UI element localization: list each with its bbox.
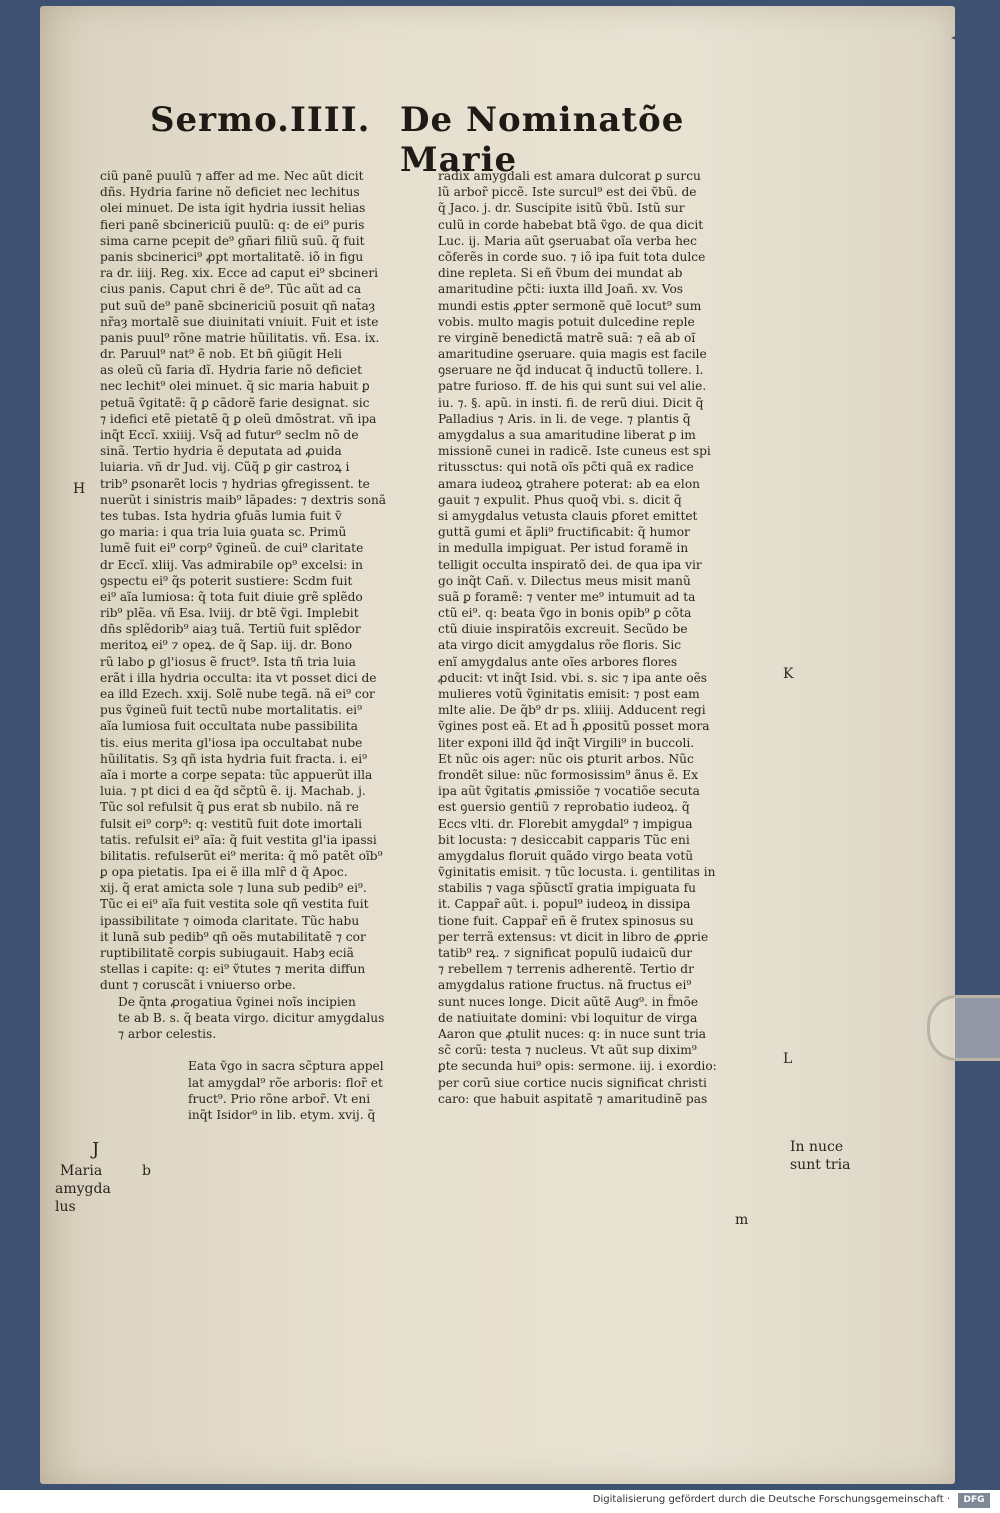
text-line: pus ṽgineũ fuit tectũ nube mortalitatis. ei⁹ (100, 703, 362, 718)
text-line: telligit occulta inspiratõ dei. de qua ipa vir (438, 557, 702, 572)
text-line: liter exponi illd q̃d inq̃t Virgili⁹ in buccoli. (438, 735, 695, 750)
text-line: cius panis. Caput chri ẽ de⁹. Tũc aũt ad ca (100, 282, 362, 297)
margin-letter-h: H (73, 481, 86, 497)
text-line: luia. ⁊ pt dici d ea q̃d sc̃ptũ ẽ. ij. Machab. j. (100, 784, 366, 799)
text-line (100, 1042, 432, 1058)
text-line: Luc. ij. Maria aũt ꝯseruabat oĩa verba hec (438, 233, 697, 248)
text-line: inq̃t Eccĩ. xxiiij. Vsq̃ ad futur⁹ seclm nõ de (100, 428, 359, 442)
text-line: amygdalus a sua amaritudine liberat ꝑ im (438, 428, 696, 442)
text-line: go maria: i qua tria luia ꝯuata sc. Primũ (100, 525, 347, 540)
text-line: culũ in corde habebat btã ṽgo. de qua dicit (438, 217, 704, 232)
text-line: tatib⁹ reꝝ. ⁊ significat populũ iudaicũ dur (438, 946, 693, 960)
text-line: go inq̃t Cañ. v. Dilectus meus misit manũ (438, 573, 691, 588)
left-column (100, 168, 432, 1123)
text-line: per corũ siue cortice nucis significat christi (438, 1075, 707, 1090)
footer-bar (0, 1490, 1000, 1513)
text-line: rũ labo ꝑ gl'iosus ẽ fruct⁹. Ista tñ tria luia (100, 654, 356, 669)
text-line: petuã ṽgitatẽ: q̃ ꝑ cãdorẽ farie designat. sic (100, 395, 370, 410)
text-line: te ab B. s. q̃ beata virgo. dicitur amygdalus (118, 1010, 385, 1025)
text-line: nuerũt i sinistris maib⁹ lãpades: ⁊ dextris sonã (100, 492, 387, 507)
text-line: sinã. Tertio hydria ẽ deputata ad ꝓuida (100, 444, 342, 459)
text-line: ei⁹ aĩa lumiosa: q̃ tota fuit diuie grẽ splẽdo (100, 589, 363, 604)
text-line: hũilitatis. Sȝ qñ ista hydria fuit fracta. i. ei⁹ (100, 751, 368, 766)
text-line: it lunã sub pedib⁹ qñ oẽs mutabilitatẽ ⁊ cor (100, 929, 366, 944)
text-line: stellas i capite: q: ei⁹ ṽtutes ⁊ merita diffun (100, 962, 366, 977)
text-line: nr̃aȝ mortalẽ sue diuinitati vniuit. Fuit et iste (100, 314, 379, 329)
text-line: ipa aũt ṽgitatis ꝓmissiõe ⁊ vocatiõe secuta (438, 784, 700, 799)
text-line: mlte alie. De q̃b⁹ dr ps. xliiij. Adducent regi (438, 703, 706, 718)
text-line: stabilis ⁊ vaga sp̃ũsctĩ gratia impiguata fu (438, 881, 697, 896)
page-clip (927, 995, 1000, 1061)
text-line: ⁊ rebellem ⁊ terrenis adherentẽ. Tertio dr (438, 962, 694, 977)
text-line: guttã gumi et ãpli⁹ fructificabit: q̃ humor (438, 525, 690, 540)
text-line: bilitatis. refulserũt ei⁹ merita: q̃ mõ patẽt oĩb⁹ (100, 848, 383, 863)
text-line: ra dr. iiij. Reg. xix. Ecce ad caput ei⁹ sbcineri (100, 266, 379, 281)
text-line: fulsit ei⁹ corp⁹: q: vestitũ fuit dote imortali (100, 816, 362, 831)
text-line: De q̃nta ꝓrogatiua ṽginei noĩs incipien (118, 994, 356, 1009)
text-line: mulieres votũ ṽginitatis emisit: ⁊ post eam (438, 687, 700, 701)
text-line: Eccs vlti. dr. Florebit amygdal⁹ ⁊ impigua (438, 816, 693, 831)
text-line: xij. q̃ erat amicta sole ⁊ luna sub pedib⁹ ei⁹. (100, 881, 367, 896)
text-line: as oleũ cũ faria dĩ. Hydria farie nõ deficiet (100, 363, 363, 378)
text-line: erãt i illa hydria occulta: ita vt posset dici de (100, 670, 377, 685)
text-line: inq̃t Isidor⁹ in lib. etym. xvij. q̃ (188, 1107, 376, 1122)
text-line: si amygdalus vetusta clauis ꝑforet emittet (438, 508, 698, 523)
text-line: frondẽt silue: nũc formosissim⁹ ãnus ẽ. Ex (438, 767, 699, 782)
margin-note-maria: Maria (60, 1163, 103, 1179)
text-line: sima carne pcepit de⁹ gñari filiũ suũ. q̃ fuit (100, 233, 365, 248)
margin-letter-l: L (783, 1051, 793, 1067)
text-line: panis sbcinerici⁹ ꝓpt mortalitatẽ. iõ in figu (100, 249, 364, 264)
text-line: tes tubas. Ista hydria ꝯfuãs lumia fuit ṽ (100, 508, 342, 523)
text-line: amara iudeoꝝ ꝯtrahere poterat: ab ea elon (438, 476, 701, 491)
text-line: ata virgo dicit amygdalus rõe floris. Sic (438, 638, 682, 653)
margin-note-lus: lus (55, 1199, 76, 1215)
text-line: vobis. multo magis potuit dulcedine reple (438, 314, 695, 329)
header-title: De Nominatõe Marie (400, 100, 685, 180)
text-line: amaritudine ꝯseruare. quia magis est facile (438, 347, 707, 362)
text-line: nec lechit⁹ olei minuet. q̃ sic maria habuit ꝑ (100, 379, 370, 394)
text-line: amygdalus ratione fructus. nã fructus ei⁹ (438, 978, 692, 993)
text-line: tatis. refulsit ei⁹ aĩa: q̃ fuit vestita gl'ia ipassi (100, 832, 377, 847)
text-line: lumẽ fuit ei⁹ corp⁹ ṽgineũ. de cui⁹ claritate (100, 541, 364, 556)
text-line: dr. Paruul⁹ nat⁹ ẽ nob. Et bñ ꝯiũgit Heli (100, 347, 342, 362)
footer-credit: Digitalisierung gefördert durch die Deutsche Forschungsgemeinschaft · (592, 1494, 950, 1505)
header-sermon: Sermo.IIII. (150, 100, 371, 140)
text-line: iu. ⁊. §. apũ. in insti. fi. de rerũ diui. Dicit q̃ (438, 395, 704, 410)
text-line: sunt nuces longe. Dicit aũtẽ Aug⁹. in f̃mõe (438, 994, 699, 1009)
text-line: ꝓducit: vt inq̃t Isid. vbi. s. sic ⁊ ipa ante oẽs (438, 670, 708, 685)
text-line: meritoꝝ ei⁹ ⁊ opeꝝ. de q̃ Sap. iij. dr. Bono (100, 638, 353, 653)
text-line: bit locusta: ⁊ desiccabit capparis Tũc eni (438, 832, 690, 847)
catchword: m (735, 1212, 749, 1228)
text-line: Tũc sol refulsit q̃ ꝑus erat sb nubilo. nã re (100, 800, 359, 815)
margin-note-in-nuce: In nuce (790, 1139, 844, 1155)
text-line: fieri panẽ sbcinericiũ puulũ: q: de ei⁹ puris (100, 217, 365, 232)
text-line: dunt ⁊ coruscãt i vniuerso orbe. (100, 978, 296, 993)
text-line: amaritudine pc̃ti: iuxta illd Joañ. xv. Vos (438, 282, 684, 297)
text-line: olei minuet. De ista igit hydria iussit helias (100, 201, 366, 216)
text-line: q̃ Jaco. j. dr. Suscipite isitũ ṽbũ. Istũ sur (438, 201, 685, 216)
dfg-logo: DFG (958, 1493, 990, 1508)
margin-letter-k: K (783, 666, 794, 682)
text-line: fruct⁹. Prio rõne arbor̃. Vt eni (188, 1091, 371, 1106)
text-line: Eata ṽgo in sacra sc̃ptura appel (188, 1059, 384, 1074)
text-line: ꝑ opa pietatis. Ipa ei ẽ illa mlr̃ d q̃ Apoc. (100, 865, 348, 880)
text-line: ipassibilitate ⁊ oimoda claritate. Tũc habu (100, 913, 360, 928)
text-line: tis. eius merita gl'iosa ipa occultabat nube (100, 735, 363, 750)
text-line: in medulla impiguat. Per istud foramẽ in (438, 541, 689, 556)
text-line: ꝯseruare ne q̃d inducat q̃ inductũ tollere. l. (438, 363, 704, 378)
text-line: sc̃ corũ: testa ⁊ nucleus. Vt aũt sup dixim⁹ (438, 1043, 697, 1058)
text-line: patre furioso. ff. de his qui sunt sui vel alie. (438, 379, 707, 394)
text-line: dñs. Hydria farine nõ deficiet nec lechitus (100, 185, 360, 200)
text-line: luiaria. vñ dr Jud. vij. Cũq̃ ꝑ gir castroꝝ i (100, 460, 350, 475)
text-line: dñs splẽdorib⁹ aiaȝ tuã. Tertiũ fuit splẽdor (100, 622, 361, 637)
text-line: ⁊ idefici etẽ pietatẽ q̃ ꝑ oleũ dmõstrat. vñ ipa (100, 411, 377, 426)
text-line: ea illd Ezech. xxij. Solẽ nube tegã. nã ei⁹ cor (100, 687, 375, 701)
margin-letter-b: b (142, 1163, 151, 1179)
text-line: caro: que habuit aspitatẽ ⁊ amaritudinẽ pas (438, 1091, 708, 1106)
margin-note-sunt-tria: sunt tria (790, 1157, 851, 1173)
text-line: ritussctus: qui notã oĩs pc̃ti quã ex radice (438, 460, 694, 475)
text-line: suã ꝑ foramẽ: ⁊ venter me⁹ intumuit ad ta (438, 589, 696, 604)
text-line: radix amygdali est amara dulcorat ꝑ surcu (438, 169, 701, 183)
text-line: lũ arbor̃ piccẽ. Iste surcul⁹ est dei ṽbũ. de (438, 185, 697, 200)
text-line: aĩa lumiosa fuit occultata nube passibilita (100, 719, 358, 734)
text-line: per terrã extensus: vt dicit in libro de ꝓprie (438, 929, 709, 944)
text-line: ṽginitatis emisit. ⁊ tũc locusta. i. gentilitas in (438, 865, 716, 880)
text-line: Tũc ei ei⁹ aĩa fuit vestita sole qñ vestita fuit (100, 897, 369, 912)
text-line: ꝯspectu ei⁹ q̃s poterit sustiere: Scdm fuit (100, 573, 353, 588)
text-line: mundi estis ꝓpter sermonẽ quẽ locut⁹ sum (438, 298, 702, 313)
text-line: cõferẽs in corde suo. ⁊ iõ ipa fuit tota dulce (438, 249, 706, 264)
text-line: est ꝯuersio gentiũ ⁊ reprobatio iudeoꝝ. q̃ (438, 800, 690, 815)
text-line: re virginẽ benedictã matrẽ suã: ⁊ eã ab oĩ (438, 330, 696, 345)
margin-letter-j: J (92, 1139, 100, 1160)
text-line: Aaron que ꝓtulit nuces: q: in nuce sunt tria (438, 1026, 707, 1041)
text-line: aĩa i morte a corpe sepata: tũc appuerũt illa (100, 767, 373, 782)
margin-note-amygda: amygda (55, 1181, 111, 1197)
text-line: Et nũc ois ager: nũc ois ꝑturit arbos. Nũc (438, 751, 694, 766)
text-line: tione fuit. Cappar̃ eñ ẽ frutex spinosus su (438, 913, 694, 928)
text-line: ciũ panẽ puulũ ⁊ affer ad me. Nec aũt dicit (100, 169, 364, 183)
text-line: amygdalus floruit quãdo virgo beata votũ (438, 848, 694, 863)
text-line: dine repleta. Si eñ ṽbum dei mundat ab (438, 266, 683, 281)
text-line: ꝑte secunda hui⁹ opis: sermone. iij. i exordio: (438, 1059, 717, 1074)
text-line: ruptibilitatẽ corꝑis subiugauit. Habȝ eciã (100, 946, 354, 960)
text-line: missionẽ cunei in radicẽ. Iste cuneus est spi (438, 444, 711, 459)
text-line: ctũ diuie inspiratõis excreuit. Secũdo be (438, 622, 688, 637)
text-line: put suũ de⁹ panẽ sbcinericiũ posuit qñ nat̃aȝ (100, 298, 376, 313)
text-line: dr Eccĩ. xliij. Vas admirabile op⁹ excelsi: in (100, 557, 363, 572)
text-line: ṽgines post eã. Et ad h̃ ꝓpositũ posset mora (438, 719, 710, 734)
text-line: ctũ ei⁹. q: beata ṽgo in bonis opib⁹ ꝑ cõta (438, 606, 692, 621)
text-line: rib⁹ plẽa. vñ Esa. lviij. dr btẽ ṽgi. Implebit (100, 606, 359, 621)
text-line: ⁊ arbor celestis. (118, 1026, 217, 1041)
text-line: Palladius ⁊ Aris. in li. de vege. ⁊ plantis q̃ (438, 411, 691, 426)
text-line: gauit ⁊ expulit. Phus quoq̃ vbi. s. dicit q̃ (438, 492, 682, 507)
text-line: panis puul⁹ rõne matrie hũilitatis. vñ. Esa. ix. (100, 330, 380, 345)
text-line: enĩ amygdalus ante oĩes arbores flores (438, 654, 678, 669)
text-line: trib⁹ ꝑsonarẽt locis ⁊ hydrias ꝯfregissent. te (100, 476, 370, 491)
right-column (438, 168, 773, 1107)
text-line: lat amygdal⁹ rõe arboris: flor̃ et (188, 1075, 383, 1090)
text-line: de natiuitate domini: vbi loquitur de virga (438, 1010, 698, 1025)
text-line: it. Cappar̃ aũt. i. popul⁹ iudeoꝝ in dissipa (438, 897, 691, 912)
